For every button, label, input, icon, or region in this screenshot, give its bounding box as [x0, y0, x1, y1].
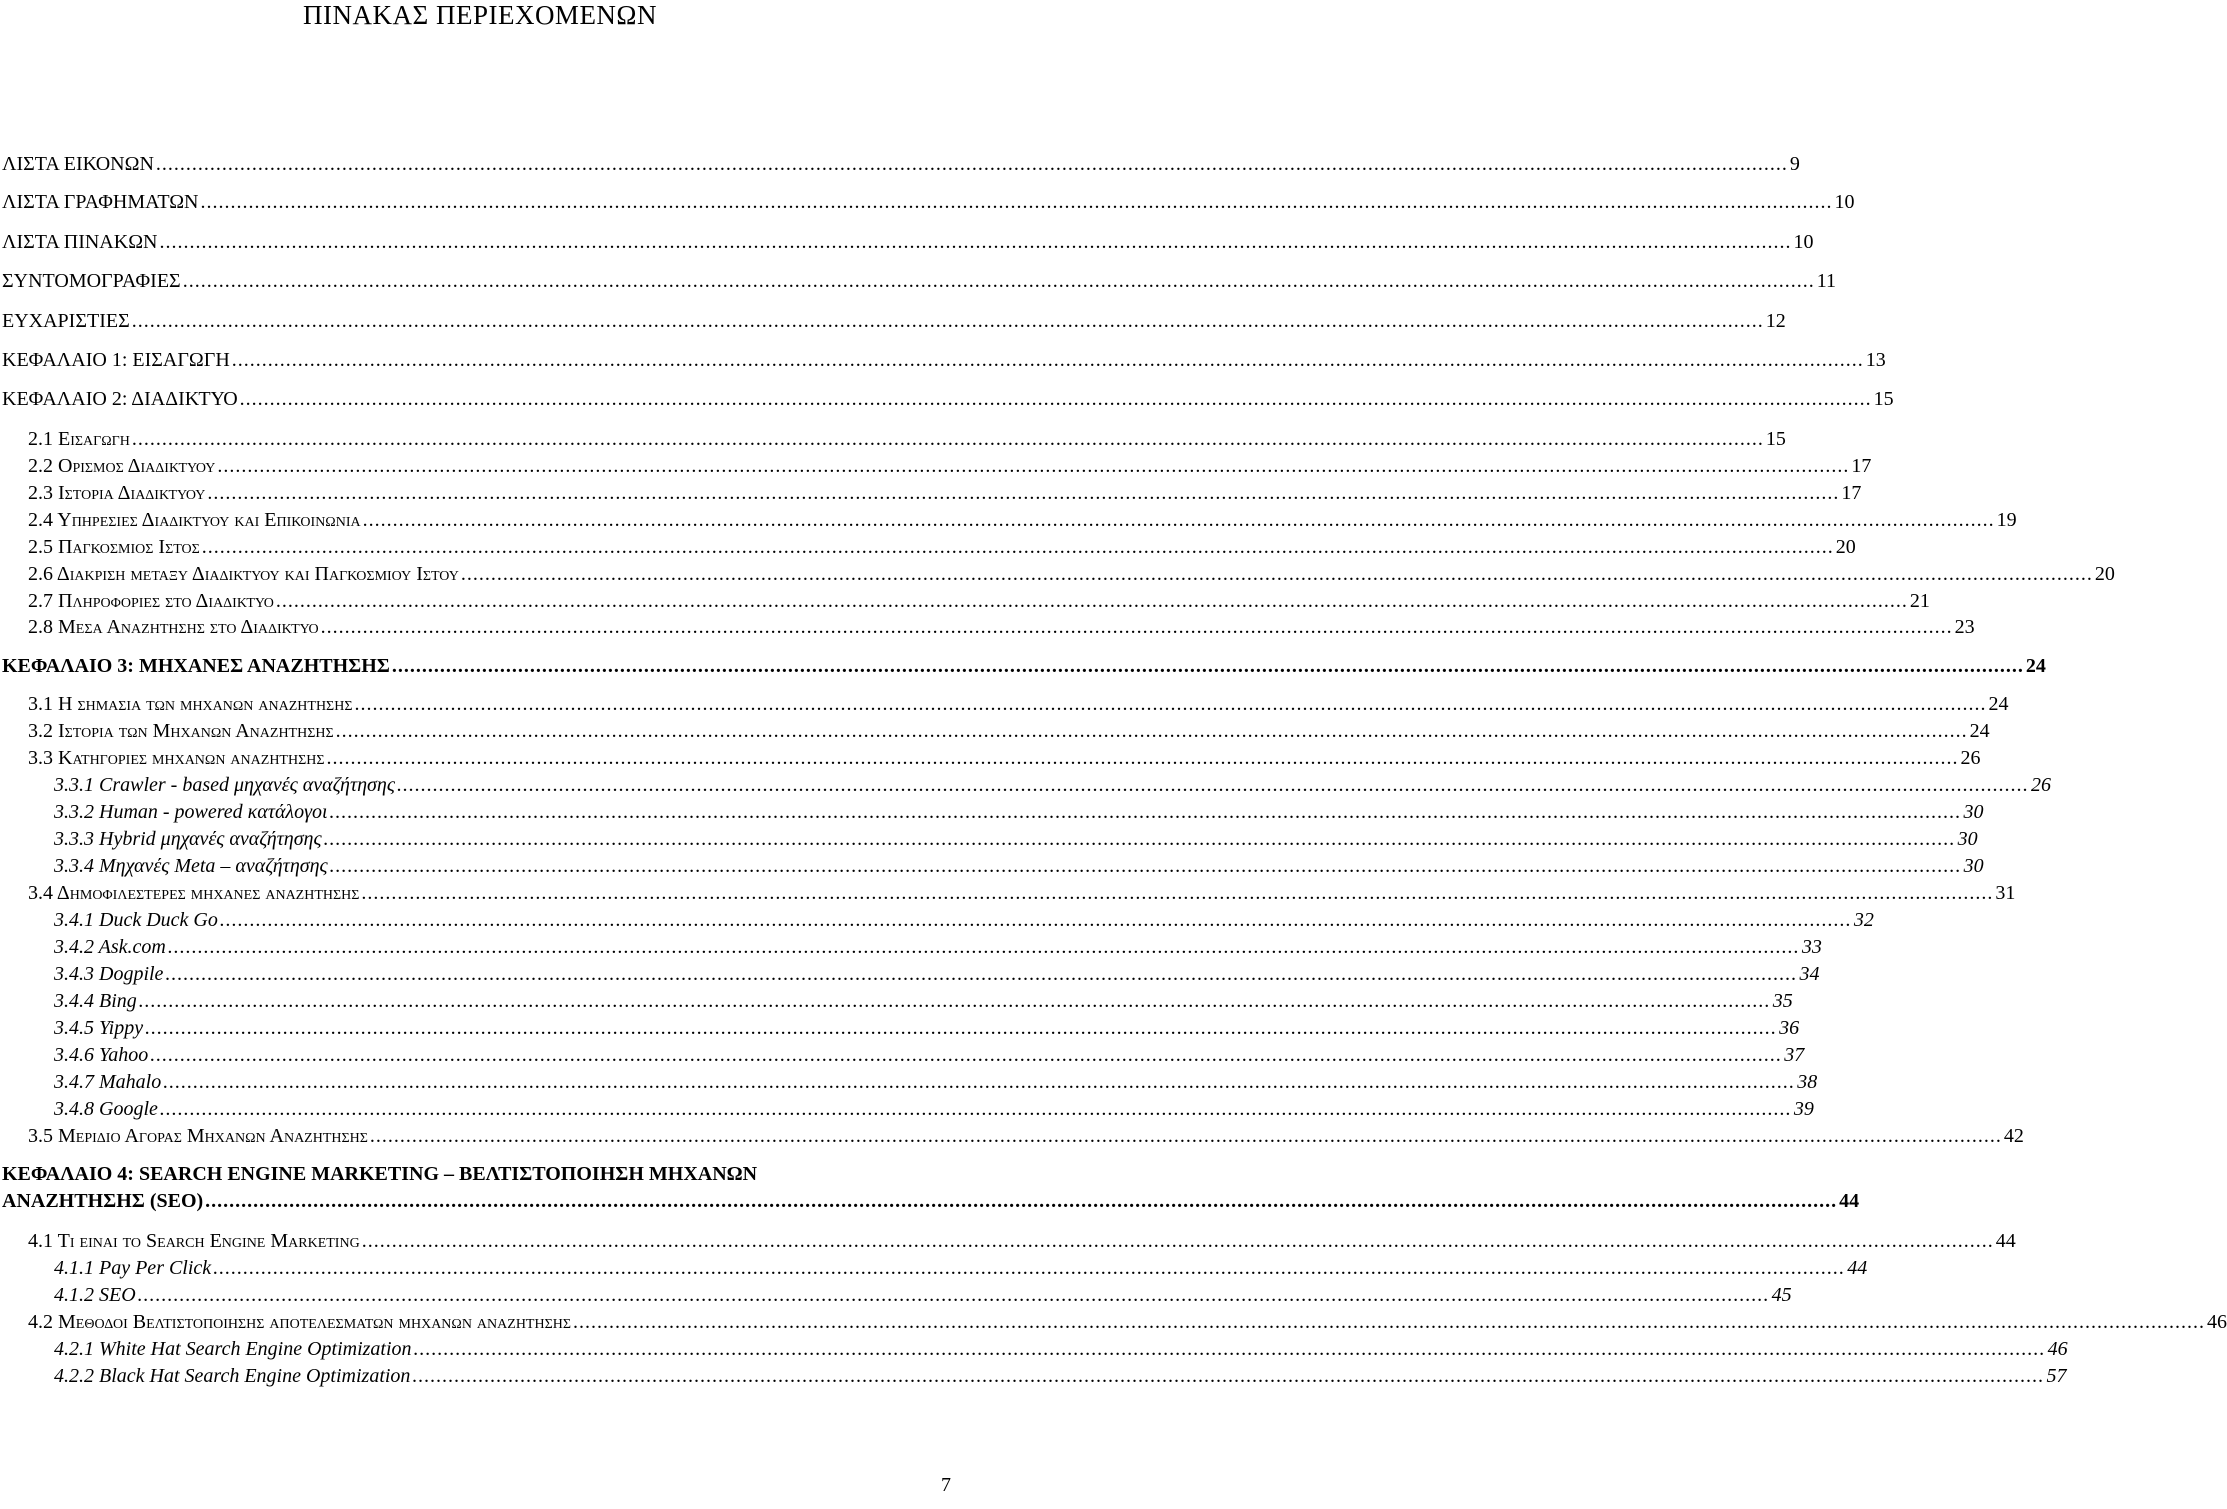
toc-entry-page: 12 — [1765, 310, 1786, 332]
toc-entry[interactable] — [0, 1309, 2227, 1335]
toc-entry-page: 33 — [1801, 936, 1822, 958]
toc-entry-page: 10 — [1834, 191, 1855, 213]
toc-entry[interactable] — [0, 229, 1814, 255]
dot-leader — [165, 961, 1797, 987]
dot-leader — [330, 799, 1962, 825]
dot-leader — [202, 534, 1834, 560]
toc-entry[interactable] — [0, 308, 1786, 334]
dot-leader — [412, 1363, 2044, 1389]
dot-leader — [354, 691, 1986, 717]
toc-entry[interactable] — [0, 1336, 2068, 1362]
toc-entry[interactable] — [0, 1042, 1805, 1068]
dot-leader — [363, 507, 1995, 533]
toc-entry-label: 2.6 Διακριση μεταξυ Διαδικτυου και Παγκοσμιου Ιστου — [28, 563, 459, 585]
toc-entry-label: 2.1 Εισαγωγη — [28, 428, 130, 450]
page-title: ΠΙΝΑΚΑΣ ΠΕΡΙΕΧΟΜΕΝΩΝ — [303, 0, 657, 30]
toc-entry-label: 3.3.3 Hybrid μηχανές αναζήτησης — [54, 828, 322, 850]
toc-entry-label: ΛΙΣΤΑ ΠΙΝΑΚΩΝ — [2, 231, 158, 253]
dot-leader — [132, 308, 1764, 334]
toc-entry[interactable] — [0, 426, 1786, 452]
toc-entry-page: 20 — [2094, 563, 2115, 585]
toc-entry[interactable] — [0, 588, 1930, 614]
dot-leader — [160, 229, 1792, 255]
dot-leader — [163, 1069, 1795, 1095]
toc-entry[interactable] — [0, 1096, 1814, 1122]
page-number: 7 — [941, 1474, 951, 1496]
toc-entry-page: 15 — [1873, 388, 1894, 410]
dot-leader — [207, 480, 1839, 506]
toc-entry-page: 15 — [1765, 428, 1786, 450]
toc-entry-label: ΑΝΑΖΗΤΗΣΗΣ (SEO) — [2, 1190, 204, 1212]
dot-leader — [361, 880, 1993, 906]
toc-entry-page: 35 — [1772, 990, 1793, 1012]
toc-entry-label: ΛΙΣΤΑ ΕΙΚΟΝΩΝ — [2, 153, 154, 175]
dot-leader — [573, 1309, 2205, 1335]
toc-entry-page: 21 — [1909, 590, 1930, 612]
toc-entry-label: 3.4.3 Dogpile — [54, 963, 164, 985]
toc-entry[interactable] — [0, 745, 1981, 771]
toc-entry-label: 4.1.1 Pay Per Click — [54, 1257, 212, 1279]
toc-entry-page: 39 — [1793, 1098, 1814, 1120]
toc-entry[interactable] — [0, 653, 2046, 679]
toc-entry-label: ΚΕΦΑΛΑΙΟ 3: ΜΗΧΑΝΕΣ ΑΝΑΖΗΤΗΣΗΣ — [2, 655, 390, 677]
toc-entry[interactable] — [0, 826, 1978, 852]
toc-entry-label: 3.4.1 Duck Duck Go — [54, 909, 218, 931]
toc-entry-page: 24 — [1988, 693, 2009, 715]
toc-entry[interactable] — [0, 934, 1822, 960]
toc-entry-page: 20 — [1835, 536, 1856, 558]
dot-leader — [220, 907, 1852, 933]
toc-entry-page: 30 — [1957, 828, 1978, 850]
toc-entry-label: 3.4.7 Mahalo — [54, 1071, 162, 1093]
toc-entry-page: 31 — [1995, 882, 2016, 904]
toc-entry-label: 3.3.4 Μηχανές Meta – αναζήτησης — [54, 855, 328, 877]
dot-leader — [370, 1123, 2002, 1149]
toc-entry[interactable] — [0, 534, 1856, 560]
toc-entry-page: 17 — [1841, 482, 1862, 504]
toc-entry[interactable] — [0, 880, 2016, 906]
toc-entry[interactable] — [0, 1255, 1868, 1281]
toc-entry-label: 3.5 Μεριδιο Αγορας Μηχανων Αναζητησης — [28, 1125, 368, 1147]
toc-entry-page: 19 — [1996, 509, 2017, 531]
toc-entry-label: 3.4 Δημοφιλεστερες μηχανες αναζητησης — [28, 882, 360, 904]
toc-entry-page: 30 — [1963, 855, 1984, 877]
toc-entry-label: 3.1 Η σημασια των μηχανων αναζητησης — [28, 693, 353, 715]
toc-entry[interactable] — [0, 799, 1984, 825]
toc-entry-label: 4.1 Τι ειναι το Search Engine Marketing — [28, 1230, 360, 1252]
toc-entry-label: 3.3 Κατηγοριες μηχανων αναζητησης — [28, 747, 325, 769]
toc-entry-page: 26 — [2030, 774, 2051, 796]
toc-entry-label: 2.7 Πληροφοριες στο Διαδικτυο — [28, 590, 274, 612]
toc-entry-label: 3.4.2 Ask.com — [54, 936, 166, 958]
toc-entry-chapter-4-line-1[interactable]: ΚΕΦΑΛΑΙΟ 4: SEARCH ENGINE MARKETING – ΒΕΛΤΙΣΤΟΠΟΙΗΣΗ ΜΗΧΑΝΩΝ — [2, 1163, 758, 1185]
toc-entry-page: 9 — [1789, 153, 1800, 175]
toc-entry-page: 13 — [1865, 349, 1886, 371]
dot-leader — [160, 1096, 1792, 1122]
dot-leader — [168, 934, 1800, 960]
toc-entry-page: 44 — [1839, 1190, 1860, 1212]
toc-entry-label: 3.2 Ιστορια των Μηχανων Αναζητησης — [28, 720, 334, 742]
toc-entry[interactable] — [0, 718, 1990, 744]
toc-entry[interactable] — [0, 268, 1836, 294]
dot-leader — [397, 772, 2029, 798]
toc-entry-page: 23 — [1954, 616, 1975, 638]
toc-entry[interactable] — [0, 1015, 1800, 1041]
toc-entry-page: 42 — [2003, 1125, 2024, 1147]
toc-entry-page: 34 — [1799, 963, 1820, 985]
toc-entry-page: 24 — [1969, 720, 1990, 742]
toc-entry[interactable] — [0, 1069, 1818, 1095]
dot-leader — [392, 653, 2024, 679]
dot-leader — [156, 151, 1788, 177]
toc-entry-label: 4.2.1 White Hat Search Engine Optimization — [54, 1338, 412, 1360]
toc-entry-page: 46 — [2207, 1311, 2227, 1333]
dot-leader — [132, 426, 1764, 452]
toc-entry[interactable] — [0, 1363, 2067, 1389]
toc-entry[interactable] — [0, 347, 1886, 373]
toc-entry[interactable] — [0, 453, 1872, 479]
toc-entry-label: 3.3.1 Crawler - based μηχανές αναζήτησης — [54, 774, 395, 796]
toc-entry-label: 3.4.8 Google — [54, 1098, 158, 1120]
toc-entry-label: 4.1.2 SEO — [54, 1284, 136, 1306]
toc-entry[interactable] — [0, 1188, 1860, 1214]
toc-entry-label: 2.8 Μεσα Αναζητησης στο Διαδικτυο — [28, 616, 319, 638]
toc-entry-label: ΛΙΣΤΑ ΓΡΑΦΗΜΑΤΩΝ — [2, 191, 199, 213]
dot-leader — [276, 588, 1908, 614]
toc-entry[interactable] — [0, 386, 1894, 412]
dot-leader — [138, 1282, 1770, 1308]
toc-entry-label: ΕΥΧΑΡΙΣΤΙΕΣ — [2, 310, 130, 332]
toc-entry[interactable] — [0, 853, 1984, 879]
toc-entry[interactable] — [0, 614, 1975, 640]
toc-entry-page: 24 — [2025, 655, 2046, 677]
dot-leader — [145, 1015, 1777, 1041]
dot-leader — [150, 1042, 1782, 1068]
dot-leader — [240, 386, 1872, 412]
dot-leader — [362, 1228, 1994, 1254]
toc-entry[interactable] — [0, 189, 1855, 215]
toc-entry-label: ΚΕΦΑΛΑΙΟ 1: ΕΙΣΑΓΩΓΗ — [2, 349, 230, 371]
dot-leader — [327, 745, 1959, 771]
toc-entry-page: 46 — [2047, 1338, 2068, 1360]
toc-entry[interactable] — [0, 561, 2115, 587]
toc-entry-label: 2.4 Υπηρεσιες Διαδικτυου και Επικοινωνια — [28, 509, 361, 531]
toc-entry-page: 38 — [1797, 1071, 1818, 1093]
toc-entry[interactable] — [0, 480, 1862, 506]
toc-entry-label: 3.4.4 Bing — [54, 990, 137, 1012]
dot-leader — [324, 826, 1956, 852]
toc-entry[interactable] — [0, 1123, 2024, 1149]
toc-entry-label: 4.2.2 Black Hat Search Engine Optimization — [54, 1365, 411, 1387]
toc-entry-label: 2.3 Ιστορια Διαδικτυου — [28, 482, 206, 504]
toc-entry[interactable] — [0, 691, 2009, 717]
dot-leader — [232, 347, 1864, 373]
toc-entry-label: 3.4.6 Yahoo — [54, 1044, 149, 1066]
dot-leader — [336, 718, 1968, 744]
toc-entry[interactable] — [0, 1282, 1792, 1308]
toc-entry[interactable] — [0, 961, 1820, 987]
dot-leader — [205, 1188, 1837, 1214]
toc-entry-label: 3.3.2 Human - powered κατάλογοι — [54, 801, 328, 823]
toc-entry-label: 2.2 Ορισμος Διαδικτυου — [28, 455, 216, 477]
toc-entry-label: 2.5 Παγκοσμιος Ιστος — [28, 536, 200, 558]
dot-leader — [321, 614, 1953, 640]
dot-leader — [213, 1255, 1845, 1281]
dot-leader — [217, 453, 1849, 479]
toc-entry[interactable] — [0, 1228, 2016, 1254]
toc-entry-page: 26 — [1960, 747, 1981, 769]
toc-entry-page: 30 — [1963, 801, 1984, 823]
toc-entry[interactable] — [0, 772, 2051, 798]
dot-leader — [201, 189, 1833, 215]
toc-entry[interactable] — [0, 907, 1874, 933]
dot-leader — [139, 988, 1771, 1014]
toc-entry-page: 32 — [1853, 909, 1874, 931]
dot-leader — [183, 268, 1815, 294]
toc-entry-page: 36 — [1779, 1017, 1800, 1039]
toc-entry[interactable] — [0, 988, 1793, 1014]
toc-entry-page: 11 — [1816, 270, 1836, 292]
toc-entry-label: 4.2 Μεθοδοι Βελτιστοποιησης αποτελεσματων μηχανων αναζητησης — [28, 1311, 571, 1333]
toc-entry-label: ΣΥΝΤΟΜΟΓΡΑΦΙΕΣ — [2, 270, 181, 292]
toc-entry-page: 45 — [1771, 1284, 1792, 1306]
toc-entry-page: 37 — [1784, 1044, 1805, 1066]
toc-entry-page: 44 — [1847, 1257, 1868, 1279]
toc-entry-label: 3.4.5 Yippy — [54, 1017, 144, 1039]
toc-entry-page: 44 — [1995, 1230, 2016, 1252]
toc-entry[interactable] — [0, 507, 2017, 533]
toc-entry-page: 17 — [1851, 455, 1872, 477]
dot-leader — [461, 561, 2093, 587]
toc-entry-label: ΚΕΦΑΛΑΙΟ 2: ΔΙΑΔΙΚΤΥΟ — [2, 388, 238, 410]
toc-entry-page: 57 — [2046, 1365, 2067, 1387]
dot-leader — [330, 853, 1962, 879]
toc-entry-page: 10 — [1793, 231, 1814, 253]
dot-leader — [414, 1336, 2046, 1362]
toc-entry[interactable] — [0, 151, 1800, 177]
